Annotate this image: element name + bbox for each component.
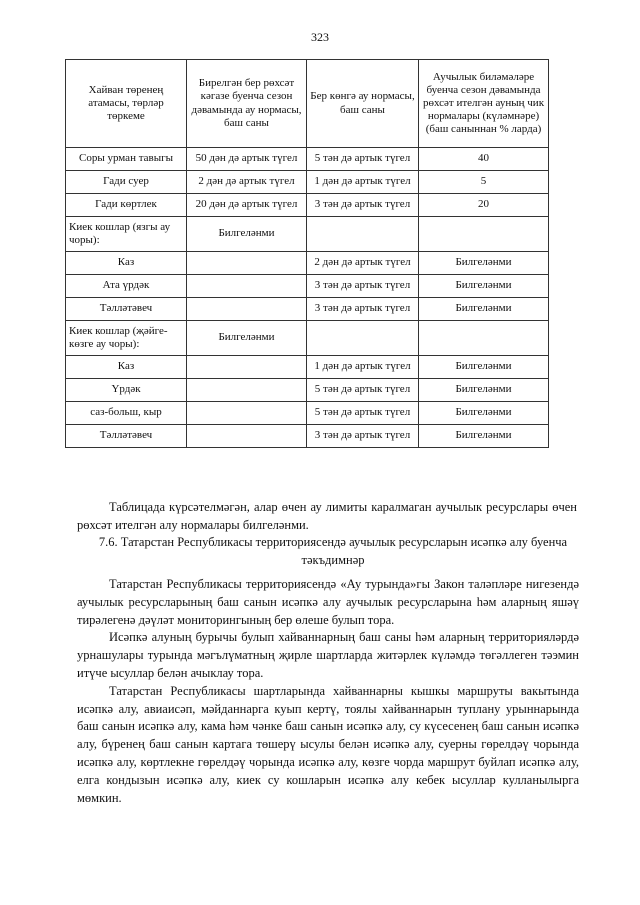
species-cell: Тәлләтәвеч bbox=[66, 425, 187, 448]
daily-norm-cell: 1 дән дә артык түгел bbox=[307, 171, 419, 194]
species-cell: Каз bbox=[66, 252, 187, 275]
daily-norm-cell: 2 дән дә артык түгел bbox=[307, 252, 419, 275]
section-heading: 7.6. Татарстан Республикасы территориясендә аучылык ресурсларын исәпкә алу буенча тәкъдимнәр bbox=[98, 535, 568, 567]
season-norm-cell: 2 дән дә артык түгел bbox=[187, 171, 307, 194]
table-row bbox=[66, 356, 549, 379]
daily-norm-cell: 1 дән дә артык түгел bbox=[307, 356, 419, 379]
daily-norm-cell: 3 тән дә артык түгел bbox=[307, 298, 419, 321]
species-cell: Гади суер bbox=[66, 171, 187, 194]
limit-norm-cell bbox=[419, 217, 549, 252]
table-row bbox=[66, 148, 549, 171]
species-cell: Үрдәк bbox=[66, 379, 187, 402]
limit-norm-cell: 5 bbox=[419, 171, 549, 194]
season-norm-cell bbox=[187, 402, 307, 425]
table-row bbox=[66, 252, 549, 275]
table-note: Таблицада күрсәтелмәгән, алар өчен ау лимиты каралмаган аучылык ресурслары өчен рөхсәт ителгән алу нормалары билгеләнми. bbox=[77, 499, 577, 532]
species-cell: Каз bbox=[66, 356, 187, 379]
table-group-row bbox=[66, 321, 549, 356]
limit-norm-cell: Билгеләнми bbox=[419, 298, 549, 321]
species-cell: Тәлләтәвеч bbox=[66, 298, 187, 321]
season-norm-cell bbox=[187, 356, 307, 379]
table-row bbox=[66, 275, 549, 298]
body-text bbox=[77, 576, 579, 807]
table-row bbox=[66, 298, 549, 321]
limit-norm-cell bbox=[419, 321, 549, 356]
species-group-cell: Киек кошлар (язгы ау чоры): bbox=[66, 217, 187, 252]
header-species: Хайван төренең атамасы, төрләр төркеме bbox=[66, 60, 187, 148]
species-cell: Ата үрдәк bbox=[66, 275, 187, 298]
daily-norm-cell: 5 тән дә артык түгел bbox=[307, 402, 419, 425]
season-norm-cell: Билгеләнми bbox=[187, 321, 307, 356]
species-cell: Соры урман тавыгы bbox=[66, 148, 187, 171]
paragraph: Татарстан Республикасы территориясендә «Ау турында»гы Закон таләпләре нигезендә аучылык ресурсларының баш санын исәпкә алу аучылык ресурсларына һәм аларның яшәү тирәлегенә дәүләт мониторингының бер өлеше булып тора. bbox=[77, 577, 579, 627]
daily-norm-cell: 3 тән дә артык түгел bbox=[307, 194, 419, 217]
limit-norm-cell: Билгеләнми bbox=[419, 252, 549, 275]
season-norm-cell: Билгеләнми bbox=[187, 217, 307, 252]
table-row bbox=[66, 379, 549, 402]
header-daily-norm: Бер көнгә ау нормасы, баш саны bbox=[307, 60, 419, 148]
paragraph: Татарстан Республикасы шартларында хайваннарны кышкы маршруты вакытында исәпкә алу, авиаисәп, мәйданнарга куып кертү, тоялы хайваннарын туплану урыннарында баш санын исәпкә алу, кама һәм чәнке баш санын исәпкә алу, су күсесенең баш санын исәпкә алу, бүренең баш санын картага төшерү ысулы белән исәпкә алу, суерны гөрелдәү чорында исәпкә алу, көртлекне гөрелдәү чорында исәпкә алу, көзге чорда маршрут буйлап исәпкә алу, елга кондызын исәпкә алу, киек су кошларын исәпкә алу кебек ысуллар кулланылырга мөмкин. bbox=[77, 683, 579, 805]
species-group-cell: Киек кошлар (җәйге-көзге ау чоры): bbox=[66, 321, 187, 356]
limit-norm-cell: Билгеләнми bbox=[419, 425, 549, 448]
species-cell: саз-больш, кыр bbox=[66, 402, 187, 425]
table-row bbox=[66, 171, 549, 194]
species-cell: Гади көртлек bbox=[66, 194, 187, 217]
limit-norm-cell: 20 bbox=[419, 194, 549, 217]
daily-norm-cell: 3 тән дә артык түгел bbox=[307, 425, 419, 448]
season-norm-cell bbox=[187, 298, 307, 321]
limit-norm-cell: 40 bbox=[419, 148, 549, 171]
limit-norm-cell: Билгеләнми bbox=[419, 275, 549, 298]
table-row bbox=[66, 402, 549, 425]
season-norm-cell bbox=[187, 275, 307, 298]
table-group-row bbox=[66, 217, 549, 252]
season-norm-cell bbox=[187, 379, 307, 402]
limit-norm-cell: Билгеләнми bbox=[419, 379, 549, 402]
daily-norm-cell: 3 тән дә артык түгел bbox=[307, 275, 419, 298]
daily-norm-cell bbox=[307, 321, 419, 356]
season-norm-cell: 20 дән дә артык түгел bbox=[187, 194, 307, 217]
table-row bbox=[66, 425, 549, 448]
limit-norm-cell: Билгеләнми bbox=[419, 402, 549, 425]
daily-norm-cell: 5 тән дә артык түгел bbox=[307, 148, 419, 171]
header-season-norm: Бирелгән бер рөхсәт кәгазе буенча сезон дәвамында ау нормасы, баш саны bbox=[187, 60, 307, 148]
season-norm-cell bbox=[187, 252, 307, 275]
season-norm-cell bbox=[187, 425, 307, 448]
paragraph: Исәпкә алуның бурычы булып хайваннарның баш саны һәм аларның территорияләрдә урнашулары турында мәгълүматның җирле шартларда житәрлек күләмдә төгәллеген тәэмин итүче ысуллар белән ачыклау тора. bbox=[77, 630, 579, 680]
daily-norm-cell: 5 тән дә артык түгел bbox=[307, 379, 419, 402]
hunting-norms-table bbox=[65, 59, 549, 448]
season-norm-cell: 50 дән дә артык түгел bbox=[187, 148, 307, 171]
table-header-row bbox=[66, 60, 549, 148]
limit-norm-cell: Билгеләнми bbox=[419, 356, 549, 379]
page-number: 323 bbox=[311, 30, 329, 44]
header-limit-norm: Аучылык биләмәләре буенча сезон дәвамында рөхсәт ителгән ауның чик нормалары (күләмнәре) (баш саныннан % ларда) bbox=[419, 60, 549, 148]
daily-norm-cell bbox=[307, 217, 419, 252]
table-row bbox=[66, 194, 549, 217]
